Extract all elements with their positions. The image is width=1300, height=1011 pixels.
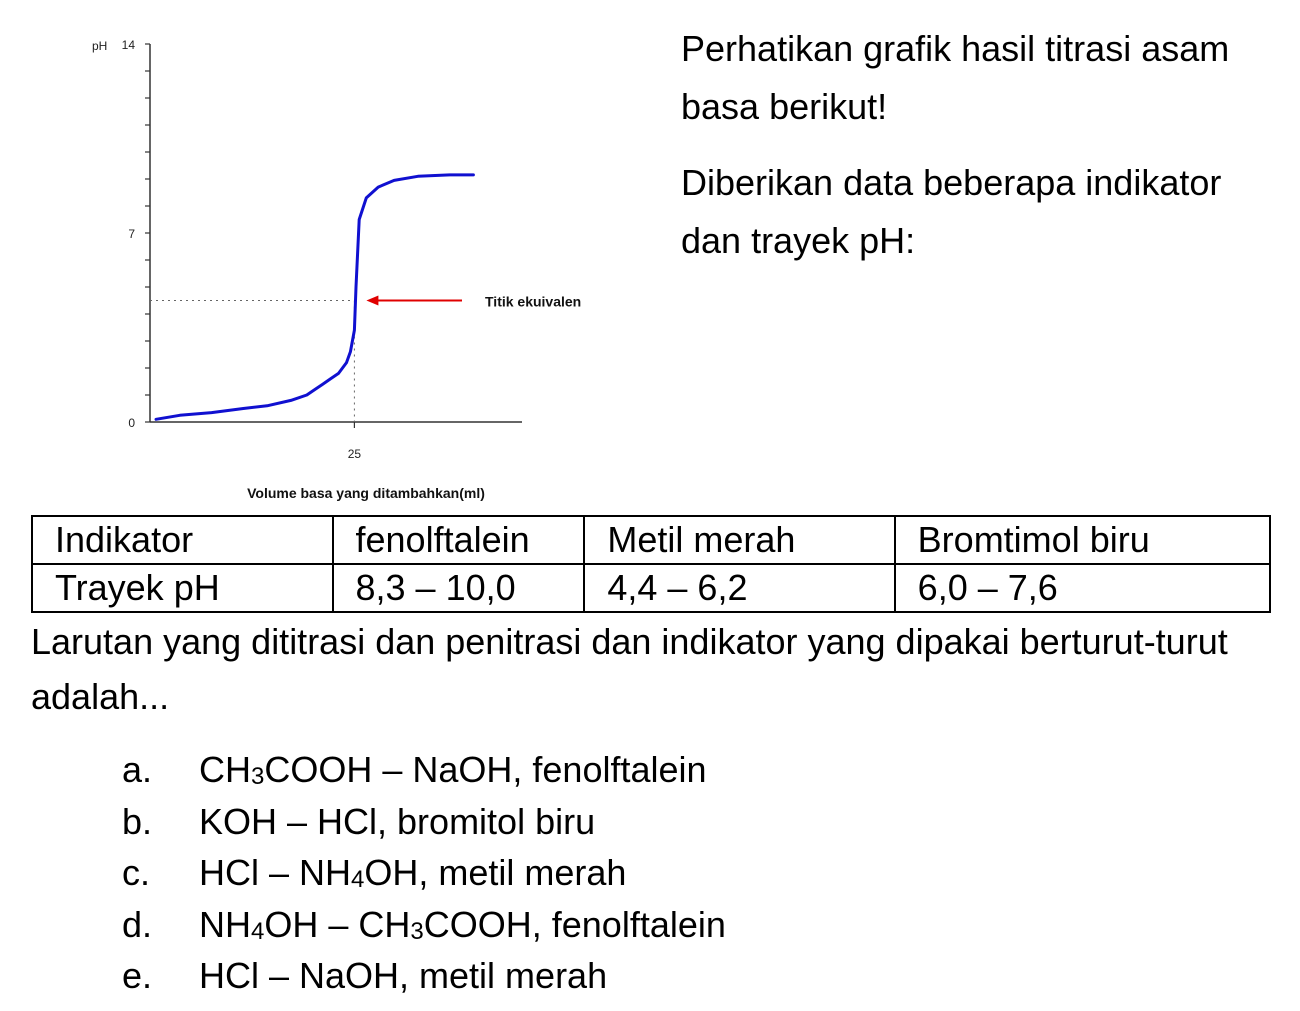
- table-cell: fenolftalein: [333, 516, 585, 564]
- titration-chart: [0, 0, 640, 510]
- table-cell: Trayek pH: [32, 564, 333, 612]
- x-axis-label: Volume basa yang ditambahkan(ml): [247, 485, 485, 501]
- indicator-table: [31, 515, 1271, 613]
- table-header-row: [32, 516, 1270, 564]
- chart-axes: [145, 44, 522, 428]
- option-c[interactable]: c. HCl – $NH_4OH$, metil merah: [122, 847, 726, 899]
- table-cell: 6,0 – 7,6: [895, 564, 1270, 612]
- table-cell: 8,3 – 10,0: [333, 564, 585, 612]
- option-e[interactable]: e. HCl – NaOH, metil merah: [122, 950, 726, 1002]
- intro-text-2: Diberikan data beberapa indikator dan trayek pH:: [681, 162, 1222, 261]
- chart-labels: [92, 38, 581, 501]
- option-letter: a.: [122, 749, 153, 790]
- titration-curve: [156, 175, 473, 419]
- table-cell: 4,4 – 6,2: [584, 564, 894, 612]
- y-tick-label: 14: [121, 38, 135, 52]
- equivalence-arrow-head: [366, 296, 378, 306]
- option-letter: c.: [122, 852, 151, 893]
- option-letter: d.: [122, 903, 153, 945]
- option-letter: b.: [122, 800, 153, 842]
- chart-series: [156, 175, 473, 419]
- chart-guides: [150, 296, 462, 423]
- table-cell: Indikator: [32, 516, 333, 564]
- table-cell: Bromtimol biru: [895, 516, 1270, 564]
- option-d[interactable]: d. $NH_4OH$ – $CH_3COOH$, fenolftalein: [122, 899, 726, 951]
- option-letter: e.: [122, 955, 153, 996]
- y-tick-label: 0: [128, 416, 135, 430]
- intro-text-1: Perhatikan grafik hasil titrasi asam basa berikut!: [681, 28, 1230, 127]
- table-cell: Metil merah: [584, 516, 894, 564]
- table-row: [32, 564, 1270, 612]
- option-a[interactable]: a. $CH_3COOH$ – NaOH, fenolftalein: [122, 744, 726, 796]
- y-axis-label: pH: [92, 39, 108, 53]
- annotation-label: Titik ekuivalen: [485, 293, 582, 310]
- y-tick-label: 7: [128, 227, 135, 241]
- question-text: Larutan yang dititrasi dan penitrasi dan indikator yang dipakai berturut-turut adalah...: [31, 621, 1228, 717]
- option-b[interactable]: b. KOH – HCl, bromitol biru: [122, 796, 726, 848]
- x-tick-label: 25: [347, 447, 362, 461]
- answer-options: [122, 744, 726, 1002]
